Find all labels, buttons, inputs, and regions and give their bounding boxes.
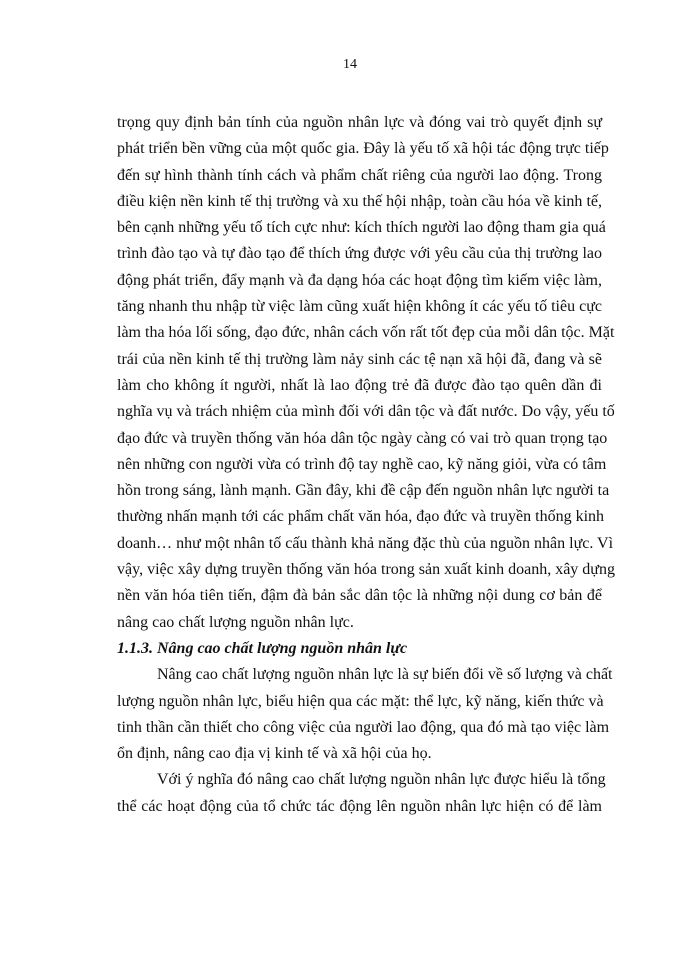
section-heading: 1.1.3. Nâng cao chất lượng nguồn nhân lực [117,639,408,657]
paragraph-line: Với ý nghĩa đó nâng cao chất lượng nguồn nhân lực được hiểu là tổng [157,771,606,789]
paragraph-line: động phát triển, đẩy mạnh và đa dạng hóa các hoạt động tìm kiếm việc làm, [117,271,602,289]
paragraph-line: Nâng cao chất lượng nguồn nhân lực là sự biến đổi về số lượng và chất [157,666,613,684]
paragraph-line: thể các hoạt động của tổ chức tác động lên nguồn nhân lực hiện có để làm [117,797,602,815]
paragraph-line: doanh… như một nhân tố cấu thành khả năng đặc thù của nguồn nhân lực. Vì [117,534,614,552]
paragraph-line: vậy, việc xây dựng truyền thống văn hóa trong sản xuất kinh doanh, xây dựng [117,561,615,579]
paragraph-line: bên cạnh những yếu tố tích cực như: kích thích người lao động tham gia quá [117,219,606,237]
paragraph-line: điều kiện nền kinh tế thị trường và xu thế hội nhập, toàn cầu hóa về kinh tế, [117,192,602,210]
paragraph-line: nền văn hóa tiên tiến, đậm đà bản sắc dân tộc là những nội dung cơ bản để [117,587,602,605]
paragraph-line: ổn định, nâng cao địa vị kinh tế và xã hội của họ. [117,745,432,763]
paragraph-line: hồn trong sáng, lành mạnh. Gần đây, khi đề cập đến nguồn nhân lực người ta [117,482,610,500]
paragraph-line: nghĩa vụ và trách nhiệm của mình đối với dân tộc và đất nước. Do vậy, yếu tố [117,403,615,421]
page-number: 14 [343,57,357,72]
paragraph-line: tinh thần cần thiết cho công việc của người lao động, qua đó mà tạo việc làm [117,718,610,736]
paragraph-line: phát triển bền vững của một quốc gia. Đây là yếu tố xã hội tác động trực tiếp [117,140,609,158]
paragraph-line: thường nhấn mạnh tới các phẩm chất văn hóa, đạo đức và truyền thống kinh [117,508,605,526]
paragraph-line: làm tha hóa lối sống, đạo đức, nhân cách vốn rất tốt đẹp của mỗi dân tộc. Mặt [117,324,615,342]
paragraph-line: làm cho không ít người, nhất là lao động trẻ đã được đào tạo quên dần đi [117,376,602,394]
document-body [117,110,615,820]
paragraph-line: nên những con người vừa có trình độ tay nghề cao, kỹ năng giỏi, vừa có tâm [117,455,607,473]
paragraph-line: trái của nền kinh tế thị trường làm nảy sinh các tệ nạn xã hội đã, đang và sẽ [117,350,602,368]
paragraph-line: trình đào tạo và tự đào tạo để thích ứng được với yêu cầu của thị trường lao [117,245,602,263]
paragraph-line: trọng quy định bản tính của nguồn nhân lực và đóng vai trò quyết định sự [117,114,602,131]
paragraph-line: đạo đức và truyền thống văn hóa dân tộc ngày càng có vai trò quan trọng tạo [117,429,608,447]
paragraph-line: đến sự hình thành tính cách và phẩm chất riêng của người lao động. Trong [117,166,602,184]
paragraph-line: tăng nhanh thu nhập từ việc làm cũng xuất hiện không ít các yếu tố tiêu cực [117,298,602,316]
paragraph-line: lượng nguồn nhân lực, biểu hiện qua các mặt: thể lực, kỹ năng, kiến thức và [117,692,604,710]
paragraph-line: nâng cao chất lượng nguồn nhân lực. [117,613,354,631]
